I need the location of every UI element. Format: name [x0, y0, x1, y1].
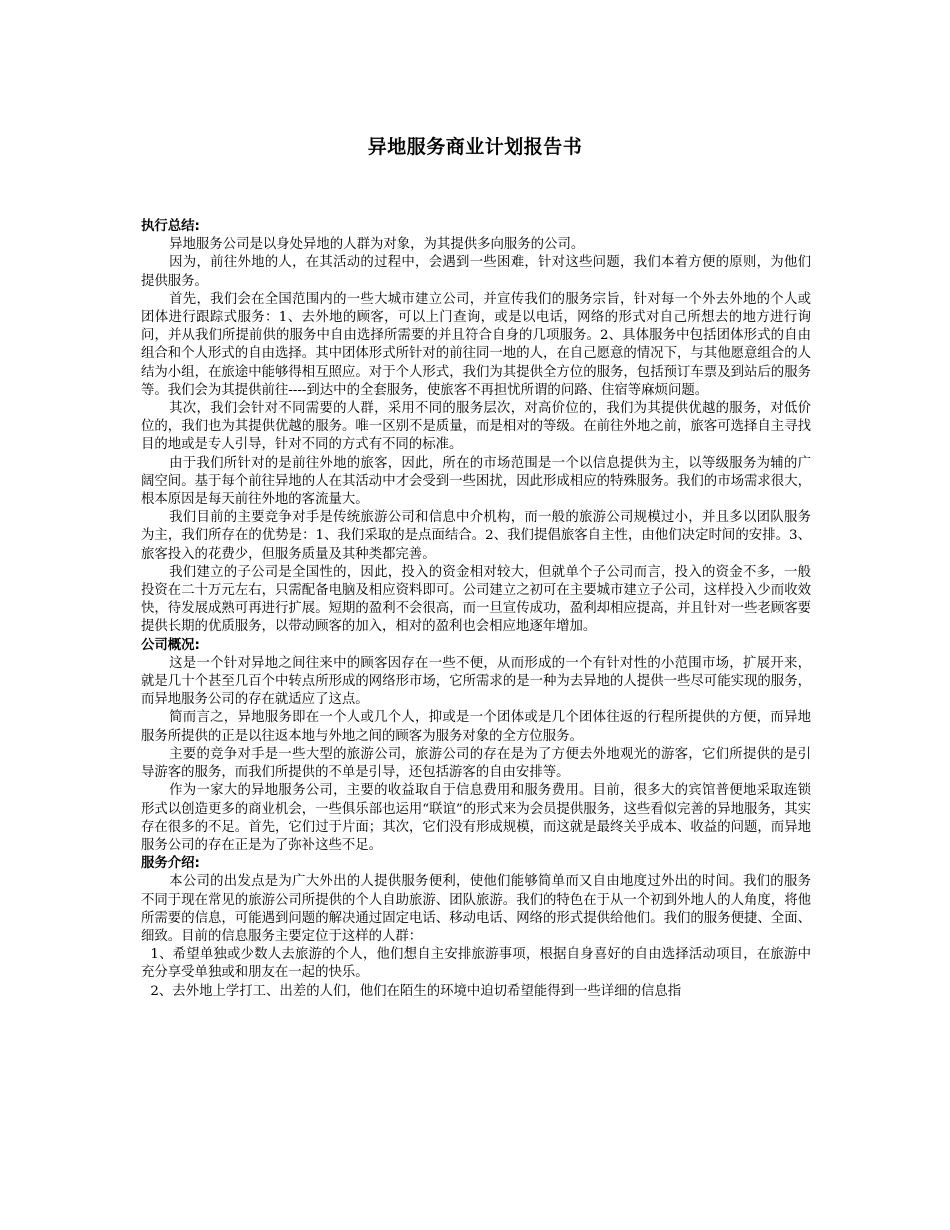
document-title: 异地服务商业计划报告书	[367, 136, 583, 158]
section-company-overview	[141, 637, 811, 855]
section-heading: 公司概况:	[141, 637, 200, 653]
paragraph: 首先，我们会在全国范围内的一些大城市建立公司，并宣传我们的服务宗旨，针对每一个外去外地的个人或团体进行跟踪式服务：1、去外地的顾客，可以上门查询，或是以电话，网络的形式对自己所想去的地方进行询问，并从我们所提前供的服务中自由选择所需要的并且符合自身的几项服务。2、具体服务中包括团体形式的自由组合和个人形式的自由选择。其中团体形式所针对的前往同一地的人，在自己愿意的情况下，与其他愿意组合的人结为小组，在旅途中能够得相互照应。对于个人形式，我们为其提供全方位的服务，包括预订车票及到站后的服务等。我们会为其提供前往----到达中的全套服务，使旅客不再担忧所谓的问路、住宿等麻烦问题。	[141, 291, 811, 398]
paragraph: 这是一个针对异地之间往来中的顾客因存在一些不便，从而形成的一个有针对性的小范围市场，扩展开来，就是几十个甚至几百个中转点所形成的网络形市场，它所需求的是一种为去异地的人提供一些尽可能实现的服务，而异地服务公司的存在就适应了这点。	[141, 655, 811, 708]
paragraph: 我们目前的主要竞争对手是传统旅游公司和信息中介机构，而一般的旅游公司规模过小，并且多以团队服务为主，我们所存在的优势是：1、我们采取的是点面结合。2、我们提倡旅客自主性，由他们决定时间的安排。3、旅客投入的花费少，但服务质量及其种类都完善。	[141, 510, 811, 562]
paragraph: 因为，前往外地的人，在其活动的过程中，会遇到一些困难，针对这些问题，我们本着方便的原则，为他们提供服务。	[141, 255, 811, 289]
section-heading: 服务介绍:	[141, 856, 200, 872]
list-item: 1、希望单独或少数人去旅游的个人，他们想自主安排旅游事项，根据自身喜好的自由选择活动项目，在旅游中充分享受单独或和朋友在一起的快乐。	[141, 947, 811, 981]
paragraph: 其次，我们会针对不同需要的人群，采用不同的服务层次，对高价位的，我们为其提供优越的服务，对低价位的，我们也为其提供优越的服务。唯一区别不是质量，而是相对的等级。在前往外地之前，旅客可选择自主寻找目的地或是专人引导，针对不同的方式有不同的标准。	[141, 401, 811, 453]
paragraph: 简而言之，异地服务即在一个人或几个人，抑或是一个团体或是几个团体往返的行程所提供的方便，而异地服务所提供的正是以往返本地与外地之间的顾客为服务对象的全方位服务。	[141, 710, 811, 744]
document-body	[141, 218, 811, 1001]
section-service-introduction	[141, 855, 811, 1001]
paragraph: 作为一家大的异地服务公司，主要的收益取自于信息费用和服务费用。目前，很多大的宾馆普便地采取连锁形式以创造更多的商业机会，一些俱乐部也运用“联谊”的形式来为会员提供服务，这些看似完善的异地服务，其实存在很多的不足。首先，它们过于片面；其次，它们没有形成规模，而这就是最终关乎成本、收益的问题，而异地服务公司的存在正是为了弥补这些不足。	[141, 783, 811, 853]
section-heading: 执行总结:	[141, 219, 200, 234]
paragraph: 我们建立的子公司是全国性的，因此，投入的资金相对较大，但就单个子公司而言，投入的资金不多，一般投资在二十万元左右，只需配备电脑及相应资料即可。公司建立之初可在主要城市建立子公司，这样投入少而收效快，待发展成熟可再进行扩展。短期的盈利不会很高，而一旦宣传成功，盈利却相应提高，并且针对一些老顾客要提供长期的优质服务，以带动顾客的加入，相对的盈利也会相应地逐年增加。	[141, 564, 811, 635]
section-executive-summary	[141, 218, 811, 637]
paragraph: 主要的竞争对手是一些大型的旅游公司，旅游公司的存在是为了方便去外地观光的游客，它们所提供的是引导游客的服务，而我们所提供的不单是引导，还包括游客的自由安排等。	[141, 746, 811, 781]
list-item: 2、去外地上学打工、出差的人们，他们在陌生的环境中迫切希望能得到一些详细的信息指	[150, 983, 682, 999]
paragraph: 由于我们所针对的是前往外地的旅客，因此，所在的市场范围是一个以信息提供为主，以等级服务为辅的广阔空间。基于每个前往异地的人在其活动中才会受到一些困扰，因此形成相应的特殊服务。我们的市场需求很大，根本原因是每天前往外地的客流量大。	[141, 455, 811, 508]
paragraph: 本公司的出发点是为广大外出的人提供服务便利，使他们能够简单而又自由地度过外出的时间。我们的服务不同于现在常见的旅游公司所提供的个人自助旅游、团队旅游。我们的特色在于从一个初到外地人的人角度，将他所需要的信息，可能遇到问题的解决通过固定电话、移动电话、网络的形式提供给他们。我们的服务便捷、全面、细致。目前的信息服务主要定位于这样的人群：	[141, 874, 811, 944]
paragraph: 异地服务公司是以身处异地的人群为对象，为其提供多向服务的公司。	[169, 237, 585, 253]
